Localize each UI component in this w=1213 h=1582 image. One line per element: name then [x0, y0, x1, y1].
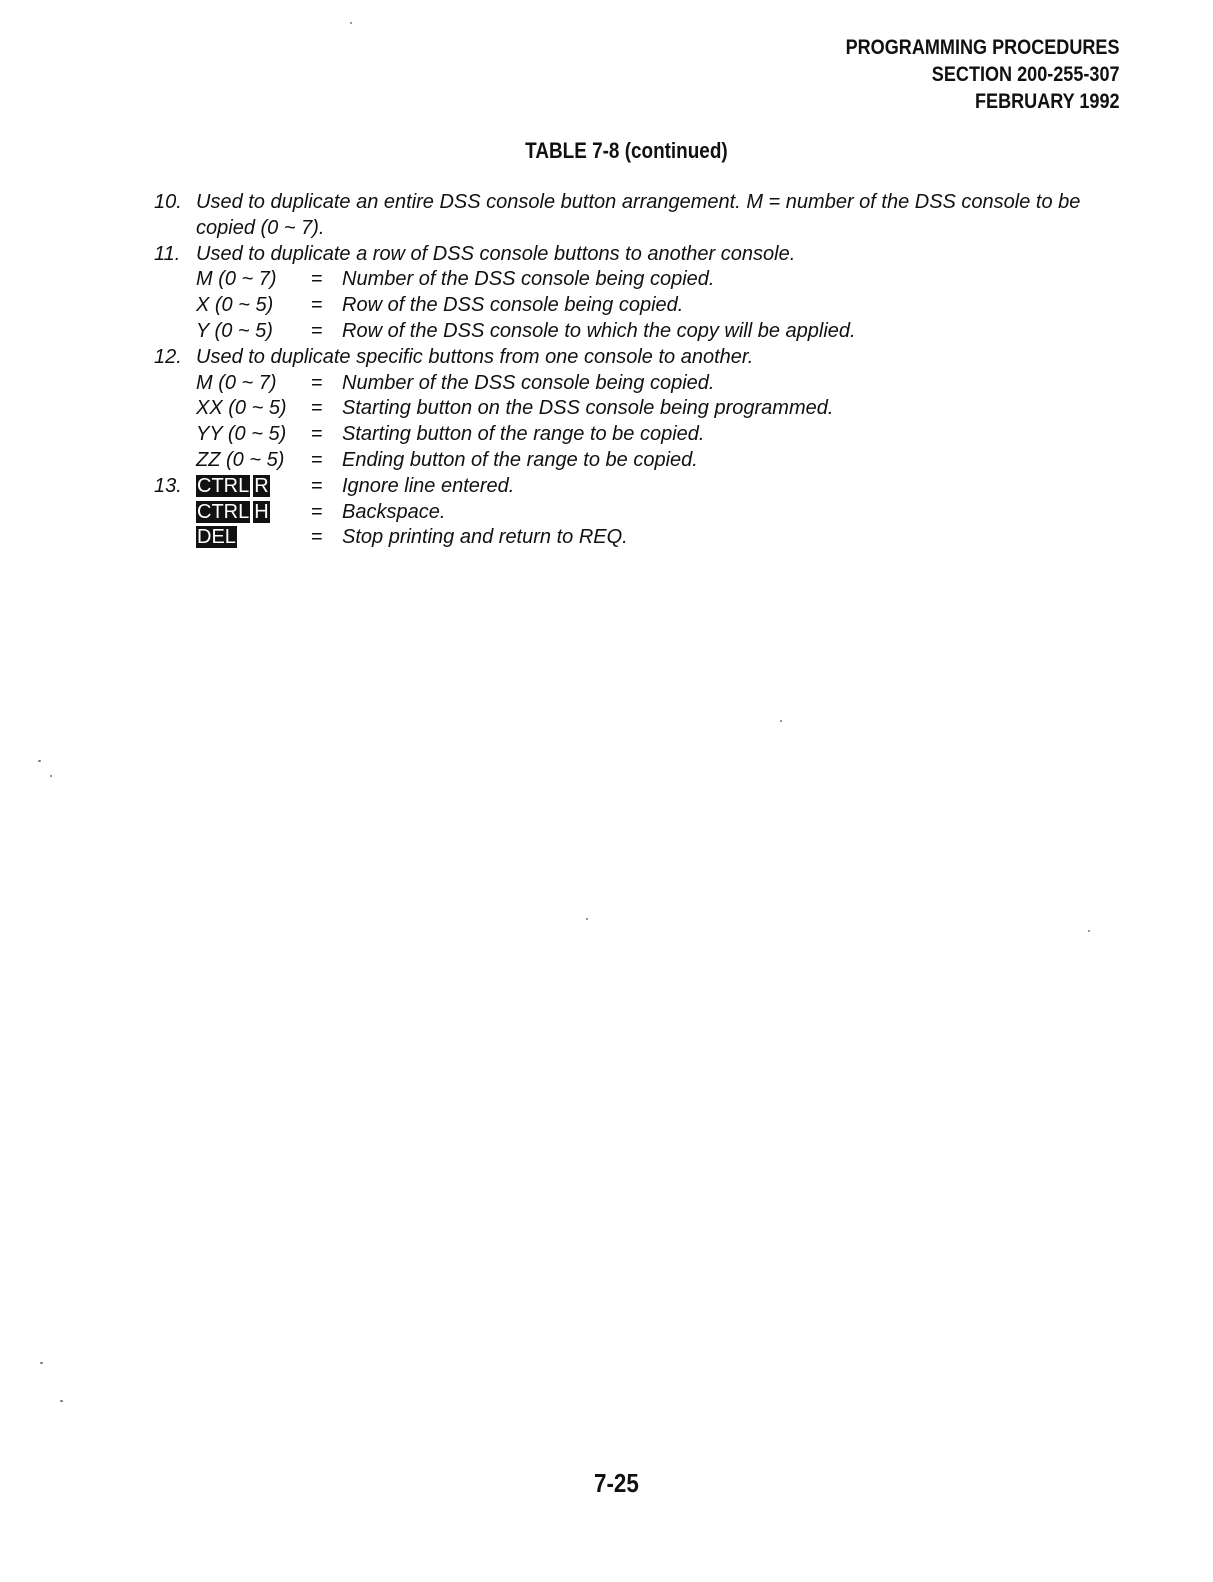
definition-description: Starting button of the range to be copied. [342, 423, 705, 446]
definition-description: Backspace. [342, 500, 446, 523]
definition-description: Ending button of the range to be copied. [342, 448, 698, 471]
definition-description: Row of the DSS console to which the copy will be applied. [342, 319, 856, 342]
scan-speck [1088, 930, 1090, 932]
note-text: Used to duplicate a row of DSS console buttons to another console. [196, 242, 796, 265]
note-13-row [154, 500, 1114, 526]
definition-description: Starting button on the DSS console being programmed. [342, 397, 834, 420]
note-13-row [154, 525, 1114, 551]
equals-sign: = [311, 294, 323, 317]
note-text: Used to duplicate specific buttons from one console to another. [196, 345, 754, 368]
scan-speck [50, 775, 52, 777]
scan-speck [38, 760, 41, 762]
definition-row [196, 319, 1114, 345]
header-date: FEBRUARY 1992 [975, 90, 1120, 113]
definition-row [196, 448, 1114, 474]
r-key-icon: R [254, 474, 269, 497]
note-text: Used to duplicate an entire DSS console button arrangement. M = number of the DSS console to be copied (0 ~ 7). [196, 191, 1081, 239]
definition-row [196, 422, 1114, 448]
table-title: TABLE 7-8 (continued) [525, 138, 728, 163]
definition-term: X (0 ~ 5) [196, 294, 274, 317]
definition-term: ZZ (0 ~ 5) [196, 448, 285, 471]
definition-description: Ignore line entered. [342, 474, 515, 497]
definition-row [196, 267, 1114, 293]
note-number: 13. [154, 474, 182, 497]
ctrl-key-icon: CTRL [197, 474, 250, 497]
equals-sign: = [311, 319, 323, 342]
key-combination-ctrl-r [196, 474, 311, 500]
definition-description: Number of the DSS console being copied. [342, 268, 715, 291]
page-header [846, 34, 1120, 115]
definition-term: M (0 ~ 7) [196, 371, 277, 394]
page-number: 7-25 [594, 1468, 639, 1498]
definition-row [196, 371, 1114, 397]
definition-term: YY (0 ~ 5) [196, 423, 287, 446]
equals-sign: = [311, 397, 323, 420]
equals-sign: = [311, 371, 323, 394]
scan-speck [40, 1362, 43, 1364]
note-11-definitions [196, 267, 1114, 344]
ctrl-key-icon: CTRL [197, 500, 250, 523]
definition-description: Number of the DSS console being copied. [342, 371, 715, 394]
note-10 [154, 190, 1114, 242]
h-key-icon: H [254, 500, 269, 523]
note-number: 11. [154, 242, 181, 265]
definition-term: M (0 ~ 7) [196, 268, 277, 291]
equals-sign: = [311, 526, 323, 549]
note-13 [154, 474, 1114, 500]
definition-row [196, 396, 1114, 422]
note-11 [154, 242, 1114, 268]
header-doc-title: PROGRAMMING PROCEDURES [846, 36, 1120, 59]
definition-term: XX (0 ~ 5) [196, 397, 287, 420]
definition-description: Stop printing and return to REQ. [342, 526, 628, 549]
equals-sign: = [311, 500, 323, 523]
note-12-definitions [196, 371, 1114, 474]
definition-row [196, 293, 1114, 319]
key-del [196, 525, 311, 551]
definition-description: Row of the DSS console being copied. [342, 294, 684, 317]
equals-sign: = [311, 474, 323, 497]
scan-speck [60, 1400, 63, 1402]
header-section-number: SECTION 200-255-307 [932, 63, 1120, 86]
equals-sign: = [311, 268, 323, 291]
table-notes [154, 190, 1114, 551]
equals-sign: = [311, 448, 323, 471]
definition-term: Y (0 ~ 5) [196, 319, 273, 342]
key-combination-ctrl-h [196, 500, 311, 526]
note-12 [154, 345, 1114, 371]
scan-speck [350, 22, 352, 24]
scan-speck [780, 720, 782, 722]
note-number: 10. [154, 191, 182, 213]
note-number: 12. [154, 345, 182, 368]
scan-speck [586, 918, 588, 920]
del-key-icon: DEL [197, 526, 236, 549]
equals-sign: = [311, 423, 323, 446]
